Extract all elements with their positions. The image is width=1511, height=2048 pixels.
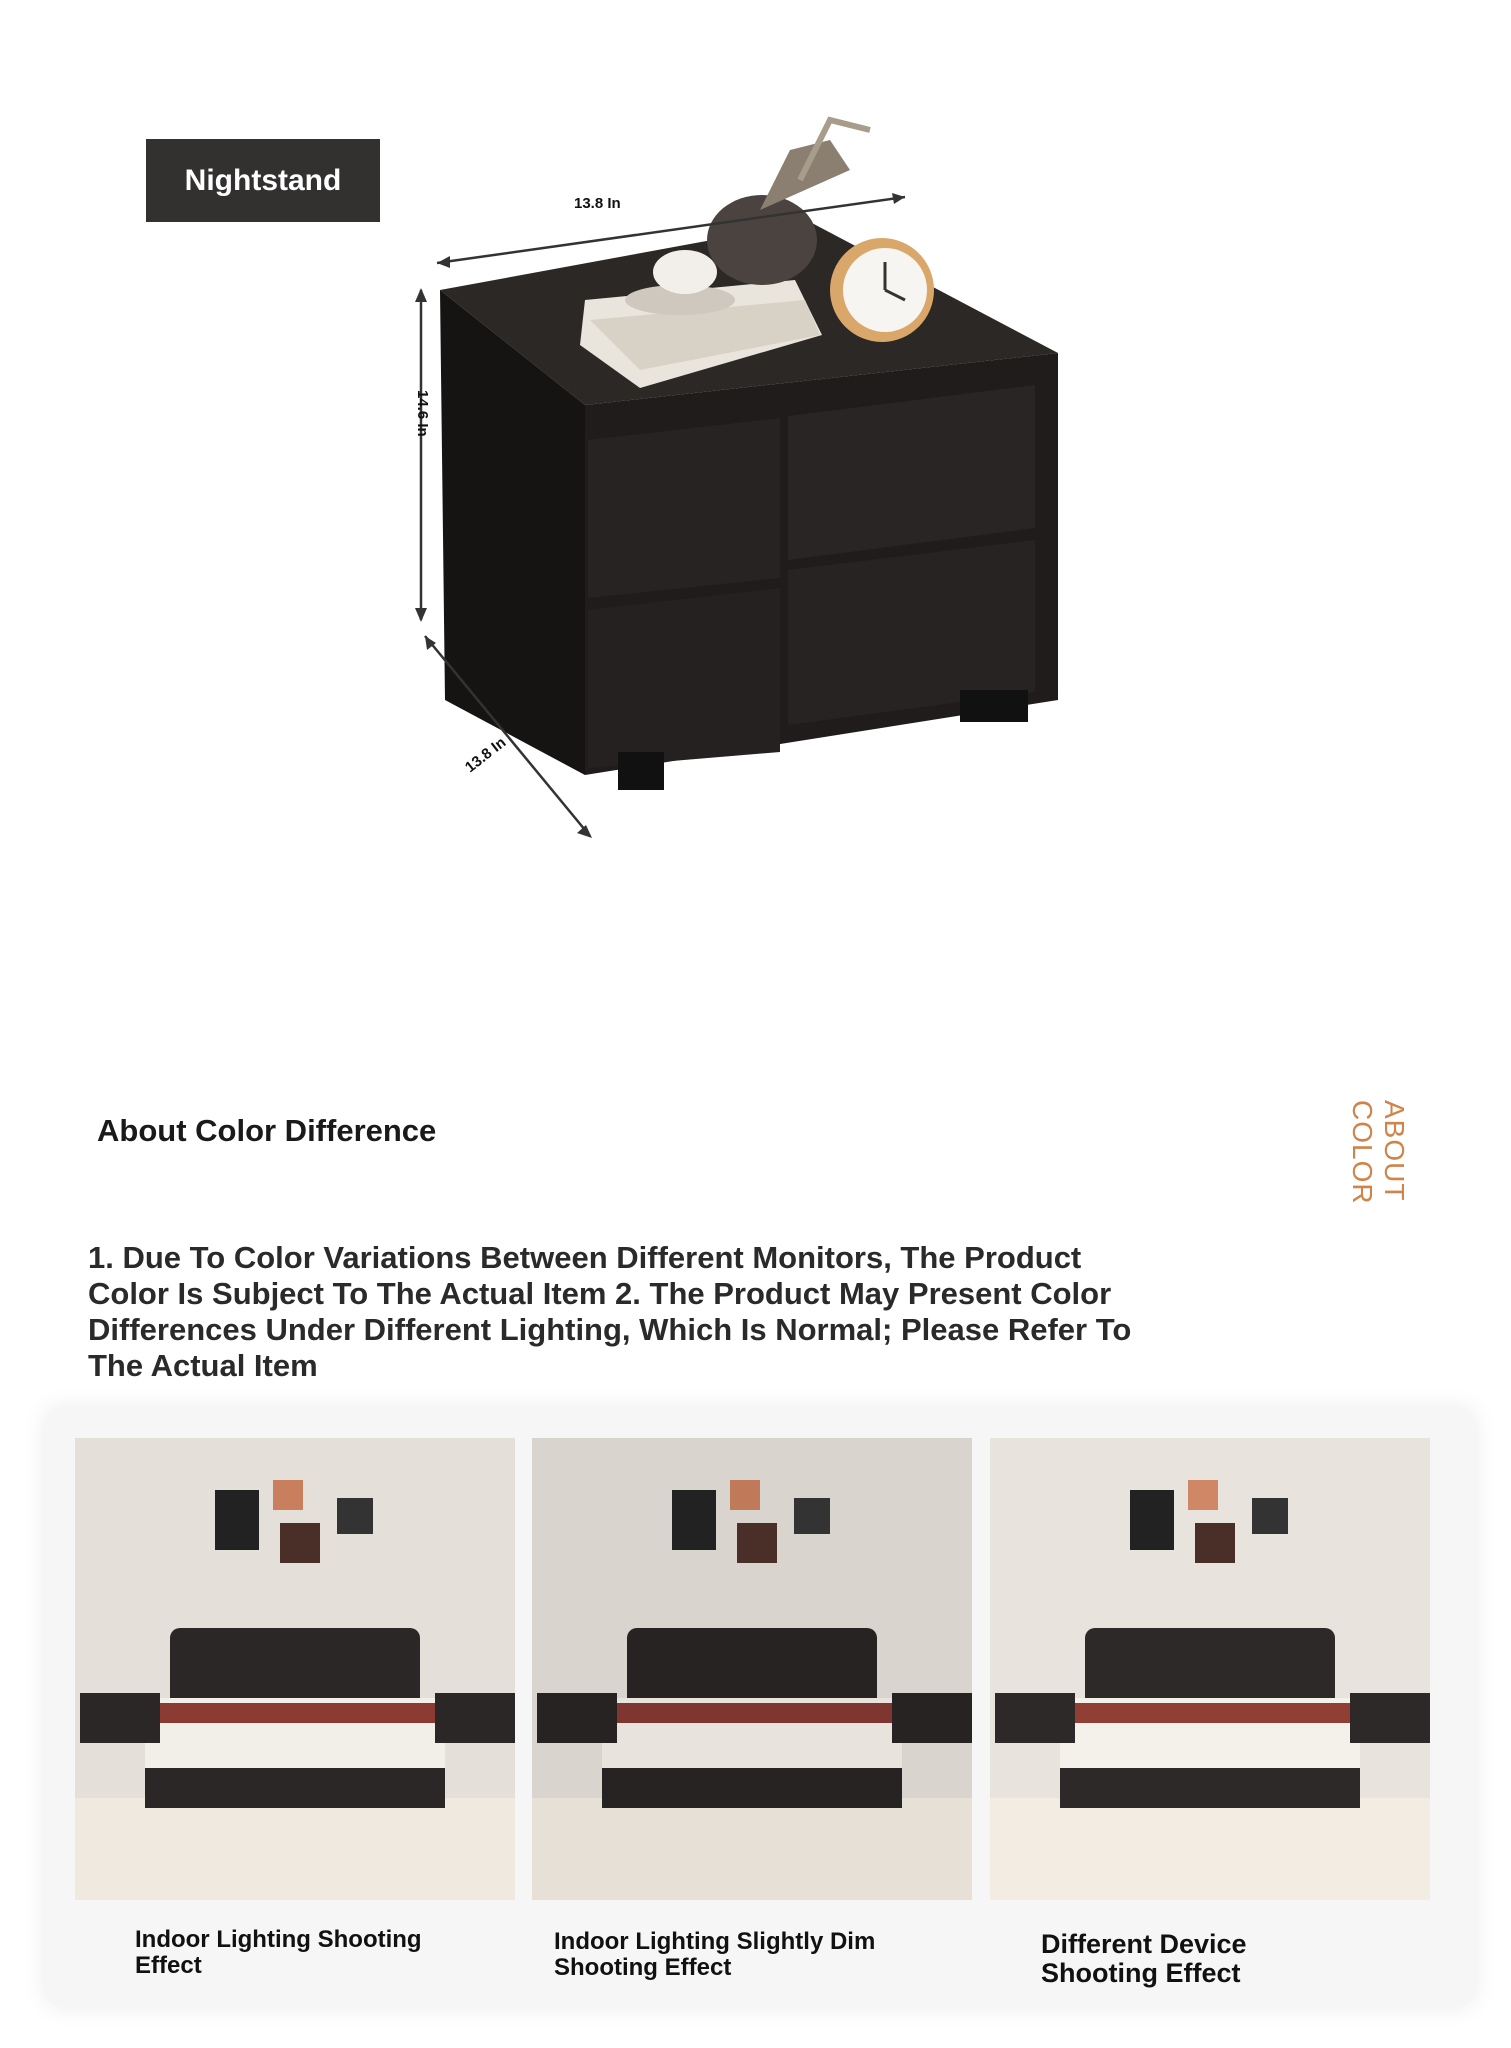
nightstand-badge: Nightstand	[146, 139, 380, 222]
scene-caption-3: Different Device Shooting Effect	[1041, 1929, 1247, 1988]
nightstand-image	[440, 120, 1058, 790]
about-color-title: About Color Difference	[97, 1113, 437, 1148]
width-label: 13.8 In	[574, 195, 621, 212]
about-color-side-label: ABOUT COLOR	[1347, 1100, 1410, 1205]
height-dimension	[414, 288, 431, 622]
scene-image-2	[532, 1438, 972, 1900]
scene-caption-1: Indoor Lighting Shooting Effect	[135, 1926, 422, 1979]
height-label: 14.6 In	[414, 390, 431, 437]
scene-caption-2: Indoor Lighting Slightly Dim Shooting Effect	[554, 1928, 876, 1981]
color-difference-description: 1. Due To Color Variations Between Different Monitors, The Product Color Is Subject To The Actual Item 2. The Product May Present Color Differences Under Different Lighting, Which Is Normal; Please Refer To The Actual Item	[88, 1240, 1132, 1383]
scene-image-1	[75, 1438, 515, 1900]
depth-label: 13.8 In	[461, 734, 510, 777]
scene-image-3	[990, 1438, 1430, 1900]
